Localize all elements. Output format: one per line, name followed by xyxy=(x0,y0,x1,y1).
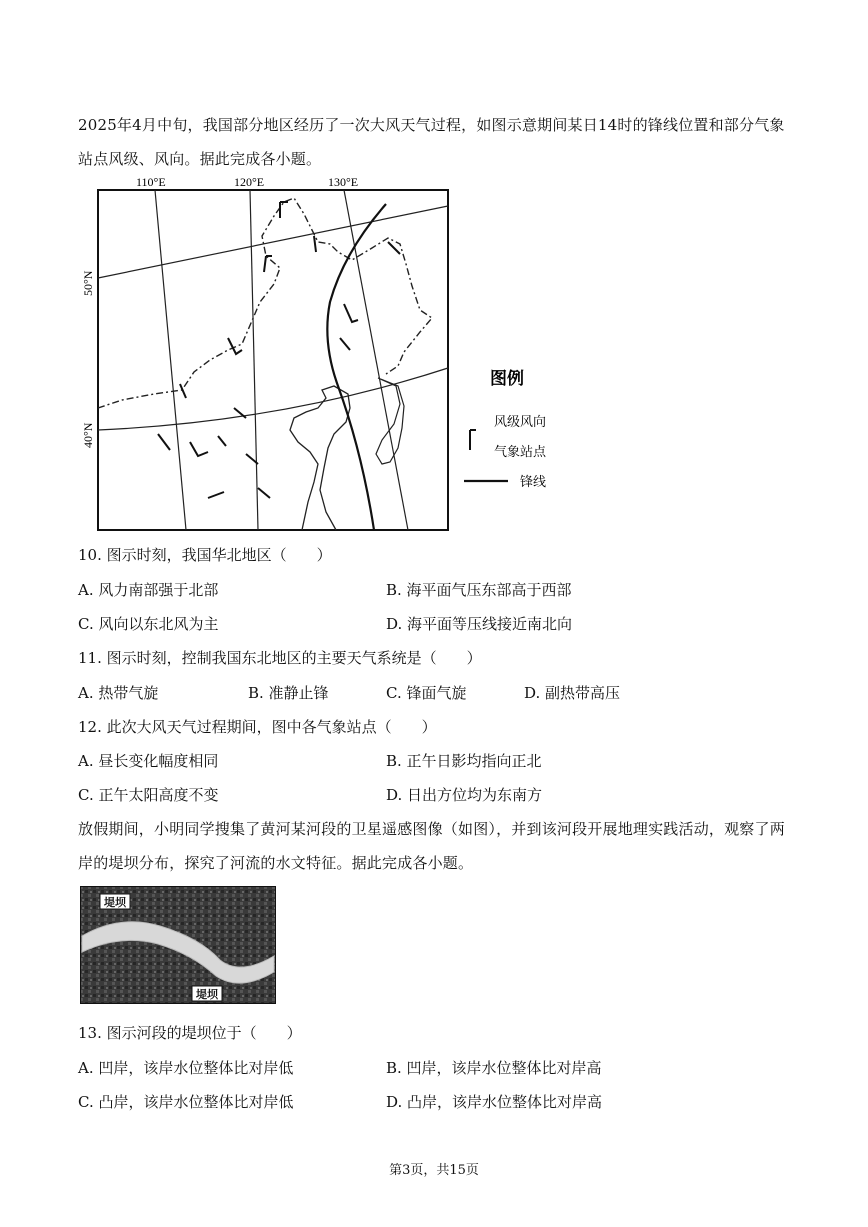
dam-label-top: 堤坝 xyxy=(104,896,126,909)
page-footer: 第3页，共15页 xyxy=(389,1163,479,1178)
q13-option-d: D. 凸岸，该岸水位整体比对岸高 xyxy=(386,1093,603,1111)
legend-front-label: 锋线 xyxy=(520,475,547,490)
dam-label-bottom: 堤坝 xyxy=(196,988,218,1001)
lat-label-50: 50°N xyxy=(82,270,95,296)
lon-label-120: 120°E xyxy=(234,175,265,189)
q12-option-a: A. 昼长变化幅度相同 xyxy=(78,752,219,770)
legend-station-label: 气象站点 xyxy=(494,445,547,460)
q13-option-a: A. 凹岸，该岸水位整体比对岸低 xyxy=(78,1059,294,1077)
question-10-stem: 10. 图示时刻，我国华北地区（ ） xyxy=(78,546,332,564)
intro-paragraph-1: 2025年4月中旬，我国部分地区经历了一次大风天气过程，如图示意期间某日14时的锋线位置和部分气象站点风级、风向。据此完成各小题。 xyxy=(78,116,785,168)
front-wind-map xyxy=(82,172,572,540)
question-12-stem: 12. 此次大风天气过程期间，图中各气象站点（ ） xyxy=(78,718,437,736)
lon-label-110: 110°E xyxy=(136,175,166,189)
q12-option-c: C. 正午太阳高度不变 xyxy=(78,786,219,804)
q10-option-d: D. 海平面等压线接近南北向 xyxy=(386,615,573,633)
river-satellite-image xyxy=(80,886,276,1004)
q10-option-c: C. 风向以东北风为主 xyxy=(78,615,219,633)
intro-paragraph-2: 放假期间，小明同学搜集了黄河某河段的卫星遥感图像（如图），并到该河段开展地理实践活动，观察了两岸的堤坝分布，探究了河流的水文特征。据此完成各小题。 xyxy=(78,820,785,872)
question-13-stem: 13. 图示河段的堤坝位于（ ） xyxy=(78,1024,302,1042)
river-svg xyxy=(80,886,276,1004)
legend-wind-icon xyxy=(470,430,476,450)
q11-option-b: B. 准静止锋 xyxy=(248,684,329,702)
q11-option-a: A. 热带气旋 xyxy=(78,684,159,702)
q10-option-b: B. 海平面气压东部高于西部 xyxy=(386,581,572,599)
lat-label-40: 40°N xyxy=(82,422,95,448)
q12-option-b: B. 正午日影均指向正北 xyxy=(386,752,542,770)
q13-option-c: C. 凸岸，该岸水位整体比对岸低 xyxy=(78,1093,294,1111)
q10-option-a: A. 风力南部强于北部 xyxy=(78,581,219,599)
legend-wind-label: 风级风向 xyxy=(494,415,547,430)
map-frame xyxy=(98,190,448,530)
map-svg xyxy=(82,172,572,540)
q13-option-b: B. 凹岸，该岸水位整体比对岸高 xyxy=(386,1059,602,1077)
lon-label-130: 130°E xyxy=(328,175,359,189)
q12-option-d: D. 日出方位均为东南方 xyxy=(386,786,543,804)
q11-option-d: D. 副热带高压 xyxy=(524,684,621,702)
legend-title: 图例 xyxy=(490,369,524,389)
q11-option-c: C. 锋面气旋 xyxy=(386,684,467,702)
question-11-stem: 11. 图示时刻，控制我国东北地区的主要天气系统是（ ） xyxy=(78,649,482,667)
